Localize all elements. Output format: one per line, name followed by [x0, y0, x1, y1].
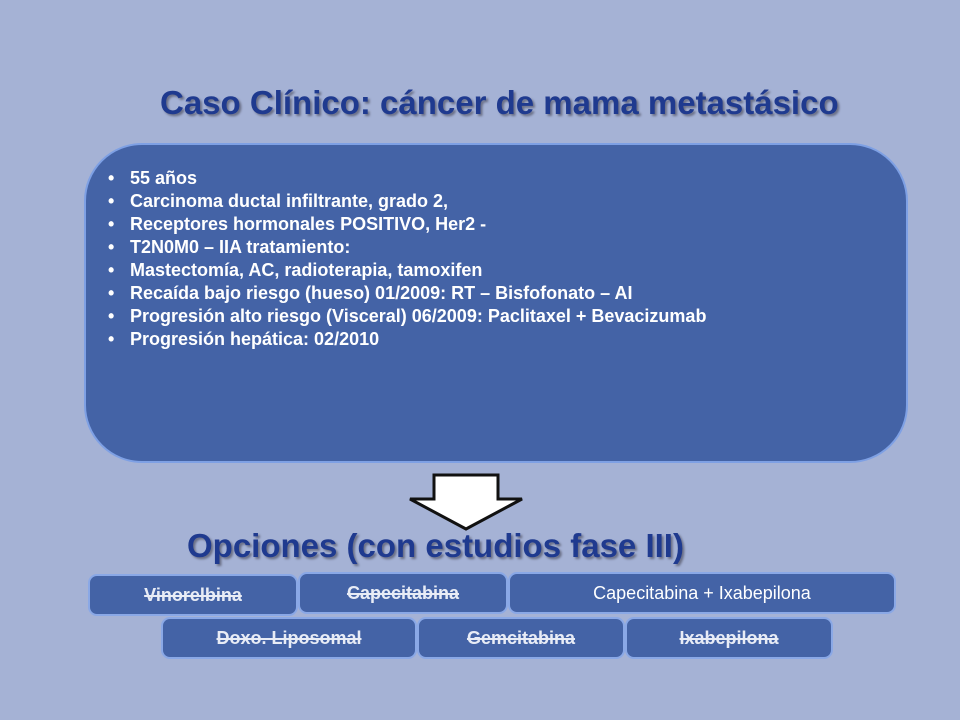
option-label: Vinorelbina	[144, 584, 242, 605]
option-capecitabina-ixabepilona	[508, 572, 896, 614]
down-arrow-icon	[407, 473, 525, 531]
bullet-icon: •	[108, 329, 115, 349]
case-point-text: Carcinoma ductal infiltrante, grado 2,	[130, 191, 449, 211]
option-gemcitabina	[417, 617, 625, 659]
case-point-text: Progresión hepática: 02/2010	[130, 329, 380, 349]
option-label: Capecitabina + Ixabepilona	[593, 582, 811, 603]
case-summary-box	[84, 143, 908, 463]
slide-title: Caso Clínico: cáncer de mama metastásico	[160, 84, 839, 121]
case-point-text: T2N0M0 – IIA tratamiento:	[130, 237, 351, 257]
option-doxo-liposomal	[161, 617, 417, 659]
option-label: Gemcitabina	[466, 627, 576, 648]
bullet-icon: •	[108, 260, 115, 280]
case-point	[108, 305, 750, 328]
options-title: Opciones (con estudios fase III)	[187, 527, 684, 564]
option-capecitabina	[298, 572, 508, 614]
case-point	[108, 236, 878, 259]
bullet-icon: •	[108, 237, 115, 257]
bullet-icon: •	[108, 283, 115, 303]
bullet-icon: •	[108, 214, 115, 234]
case-point-text: Progresión alto riesgo (Visceral) 06/2009: Paclitaxel + Bevacizumab	[130, 306, 707, 326]
case-point	[108, 282, 878, 305]
case-point	[108, 328, 878, 351]
option-label: Capecitabina	[346, 582, 460, 603]
option-ixabepilona	[625, 617, 833, 659]
case-point	[108, 213, 878, 236]
option-vinorelbina	[88, 574, 298, 616]
case-point-text: Recaída bajo riesgo (hueso) 01/2009: RT – Bisfofonato – AI	[130, 283, 633, 303]
case-points-list	[108, 167, 878, 351]
bullet-icon: •	[108, 306, 115, 326]
case-point-text: 55 años	[130, 168, 198, 188]
option-label: Doxo. Liposomal	[216, 627, 362, 648]
case-point-text: Mastectomía, AC, radioterapia, tamoxifen	[130, 260, 483, 280]
case-point	[108, 259, 878, 282]
case-point-text: Receptores hormonales POSITIVO, Her2 -	[130, 214, 487, 234]
option-label: Ixabepilona	[679, 627, 779, 648]
case-point	[108, 167, 878, 190]
bullet-icon: •	[108, 191, 115, 211]
case-point	[108, 190, 878, 213]
bullet-icon: •	[108, 168, 115, 188]
